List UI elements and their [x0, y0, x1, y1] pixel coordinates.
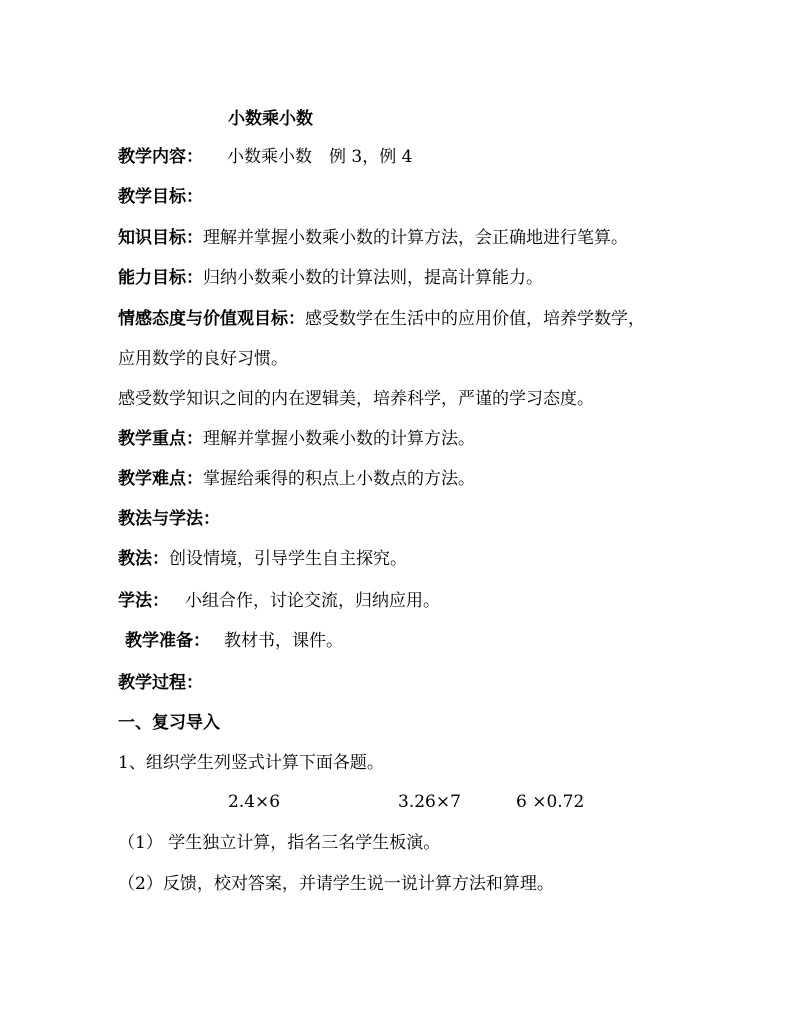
step-1-line: （1） 学生独立计算，指名三名学生板演。: [118, 833, 441, 853]
methods-line: [118, 508, 220, 530]
teaching-content-line: [118, 146, 412, 168]
difficulty-label: 教学难点：: [118, 469, 203, 489]
process-line: [118, 672, 203, 694]
emotion-goal-second: 感受数学知识之间的内在逻辑美，培养科学，严谨的学习态度。: [118, 389, 594, 409]
teaching-method-value: 创设情境，引导学生自主探究。: [169, 549, 407, 569]
teaching-content-value: 小数乘小数 例 3，例 4: [227, 147, 413, 167]
ability-goal-value: 归纳小数乘小数的计算法则，提高计算能力。: [203, 268, 543, 288]
section-review-heading: 一、复习导入: [118, 713, 220, 733]
emotion-goal-continuation: 应用数学的良好习惯。: [118, 349, 288, 369]
methods-label: 教法与学法：: [118, 509, 220, 529]
emotion-goal-label: 情感态度与价值观目标：: [118, 309, 305, 329]
preparation-value: 教材书，课件。: [224, 631, 343, 651]
calc-expression-2: 3.26×7: [398, 792, 461, 812]
preparation-line: [125, 630, 343, 652]
teaching-goals-label: 教学目标：: [118, 187, 203, 207]
learning-method-value: 小组合作，讨论交流，归纳应用。: [185, 591, 440, 611]
teaching-goals-line: [118, 186, 203, 208]
calc-expression-3: 6 ×0.72: [516, 792, 585, 812]
ability-goal-line: [118, 267, 543, 289]
difficulty-value: 掌握给乘得的积点上小数点的方法。: [203, 469, 475, 489]
teaching-method-label: 教法：: [118, 549, 169, 569]
document-title: 小数乘小数: [228, 109, 313, 129]
teaching-content-label: 教学内容：: [118, 147, 203, 167]
learning-method-line: [118, 590, 440, 612]
preparation-label: 教学准备：: [125, 631, 210, 651]
emotion-goal-value: 感受数学在生活中的应用价值，培养学数学，: [305, 309, 645, 329]
knowledge-goal-line: [118, 227, 628, 249]
key-point-line: [118, 428, 475, 450]
learning-method-label: 学法：: [118, 591, 169, 611]
step-2-line: （2）反馈，校对答案，并请学生说一说计算方法和算理。: [118, 874, 554, 894]
process-label: 教学过程：: [118, 673, 203, 693]
item-1-line: 1、组织学生列竖式计算下面各题。: [118, 753, 384, 773]
emotion-goal-line: [118, 308, 645, 330]
knowledge-goal-value: 理解并掌握小数乘小数的计算方法，会正确地进行笔算。: [203, 228, 628, 248]
ability-goal-label: 能力目标：: [118, 268, 203, 288]
knowledge-goal-label: 知识目标：: [118, 228, 203, 248]
teaching-method-line: [118, 548, 407, 570]
key-point-label: 教学重点：: [118, 429, 203, 449]
difficulty-line: [118, 468, 475, 490]
calc-expression-1: 2.4×6: [228, 792, 281, 812]
key-point-value: 理解并掌握小数乘小数的计算方法。: [203, 429, 475, 449]
